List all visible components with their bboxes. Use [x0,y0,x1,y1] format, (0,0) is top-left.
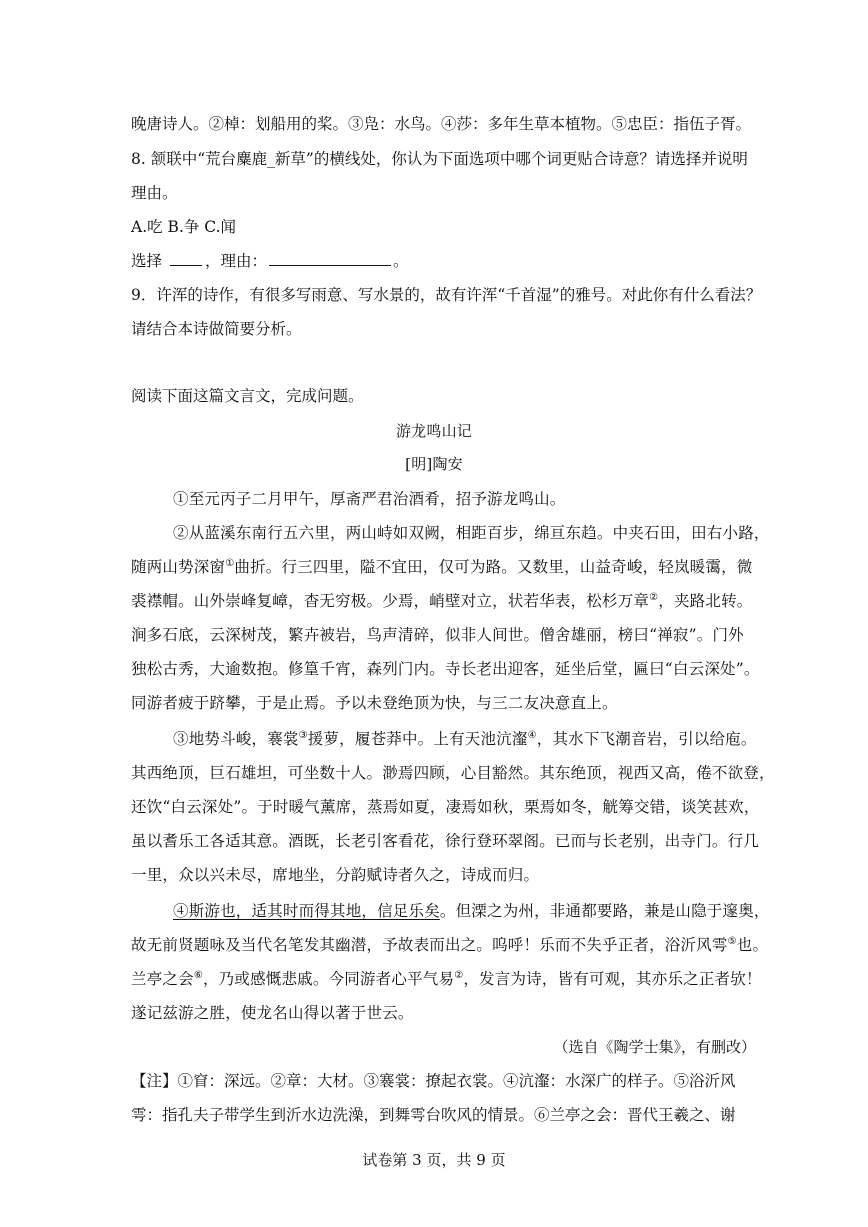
note-mark: ① [225,557,235,569]
paragraph-2-line2: 随两山势深窗①曲折。行三四里，隘不宜田，仅可为路。又数里，山益奇峻，轻岚暖霭，微 [131,557,753,576]
reading-intro: 阅读下面这篇文言文，完成问题。 [131,387,364,405]
page-footer: 试卷第 3 页，共 9 页 [362,1151,506,1169]
question-9-line2: 请结合本诗做简要分析。 [131,320,302,338]
underlined-sentence: ④斯游也，适其时而得其地，信足乐矣 [173,902,440,920]
paragraph-4-line3: 兰亭之会⑥，乃或感慨悲戚。今同游者心平气易②，发言为诗，皆有可观，其亦乐之正者欤！ [131,969,762,988]
paragraph-1: ①至元丙子二月甲午，厚斋严君治酒肴，招予游龙鸣山。 [173,490,566,508]
notes-line1: 【注】①窅：深远。②章：大材。③褰裳：撩起衣裳。④沆瀣：水深广的样子。⑤浴沂风 [131,1072,736,1090]
note-mark: ④ [527,729,537,741]
paragraph-3-line2: 其西绝顶，巨石雄坦，可坐数十人。渺焉四顾，心目豁然。其东绝顶，视西又高，倦不欲登， [131,764,775,782]
question-8-line1: 8. 颔联中“荒台麋鹿_新草”的横线处，你认为下面选项中哪个词更贴合诗意？请选择并说明 [131,150,748,168]
note-tail: 晚唐诗人。②棹：划船用的桨。③凫：水鸟。④莎：多年生草本植物。⑤忠臣：指伍子胥。 [131,115,752,133]
paragraph-2-line6: 同游者疲于跻攀，于是止焉。予以未登绝顶为快，与三二友决意直上。 [131,694,618,712]
paragraph-2-line4: 涧多石底，云深树茂，繁卉被岩，鸟声清碎，似非人间世。僧舍雄丽，榜曰“禅寂”。门外 [131,626,744,644]
paragraph-3-line5: 一里，众以兴未尽，席地坐，分韵赋诗者久之，诗成而归。 [131,866,540,884]
paragraph-2-line5: 独松古秀，大逾数抱。修篁千宵，森列门内。寺长老出迎客，延坐后堂，匾曰“白云深处”。 [131,660,760,678]
question-8-answer-line [131,250,408,272]
paragraph-3-line3: 还饮“白云深处”。于时暖气薰席，蒸焉如夏，凄焉如秋，栗焉如冬，觥筹交错，谈笑甚欢， [131,798,760,816]
answer-mid: ，理由： [204,252,267,270]
paragraph-4-line4: 遂记兹游之胜，使龙名山得以著于世云。 [131,1004,414,1022]
question-8-options: A.吃 B.争 C.闻 [131,218,237,236]
answer-end: 。 [392,252,409,270]
notes-line2: 雩：指孔夫子带学生到沂水边洗澡，到舞雩台吹风的情景。⑥兰亭之会：晋代王羲之、谢 [131,1106,736,1124]
paragraph-2-line3: 裘襟帽。山外崇峰复嶂，杳无穷极。少焉，峭壁对立，状若华表，松杉万章②，夹路北转。 [131,591,753,610]
question-9-line1: 9．许浑的诗作，有很多写雨意、写水景的，故有许浑“千首湿”的雅号。对此你有什么看法？ [131,286,762,304]
passage-author: [明]陶安 [405,455,463,473]
paragraph-2-line1: ②从蓝溪东南行五六里，两山峙如双阙，相距百步，绵亘东趋。中夹石田，田右小路， [173,524,770,542]
choice-blank[interactable] [170,251,202,266]
answer-prefix: 选择 [131,252,163,270]
passage-title: 游龙鸣山记 [395,422,472,440]
note-mark: ③ [298,729,308,741]
source-citation: （选自《陶学士集》，有删改） [553,1038,756,1056]
paragraph-4-line2: 故无前贤题咏及当代名笔发其幽潜，予故表而出之。呜呼！乐而不失乎正者，浴沂风雩⑤也。 [131,935,769,954]
paragraph-4-line1: ④斯游也，适其时而得其地，信足乐矣。但溧之为州，非通都要路，兼是山隐于邃奥， [173,902,770,920]
reason-blank[interactable] [269,251,391,266]
note-mark: ⑥ [193,969,203,981]
note-mark: ⑤ [727,935,737,947]
paragraph-3-line1: ③地势斗峻，褰裳③援萝，履苍莽中。上有天池沆瀣④，其水下飞潮音岩，引以给庖。 [173,729,757,748]
question-8-line2: 理由。 [131,184,178,202]
note-mark: ② [649,591,659,603]
note-mark: ② [454,969,464,981]
paragraph-3-line4: 虽以耆乐工各适其意。酒既，长老引客看花，徐行登环翠阁。已而与长老别，出寺门。行几 [131,832,760,850]
